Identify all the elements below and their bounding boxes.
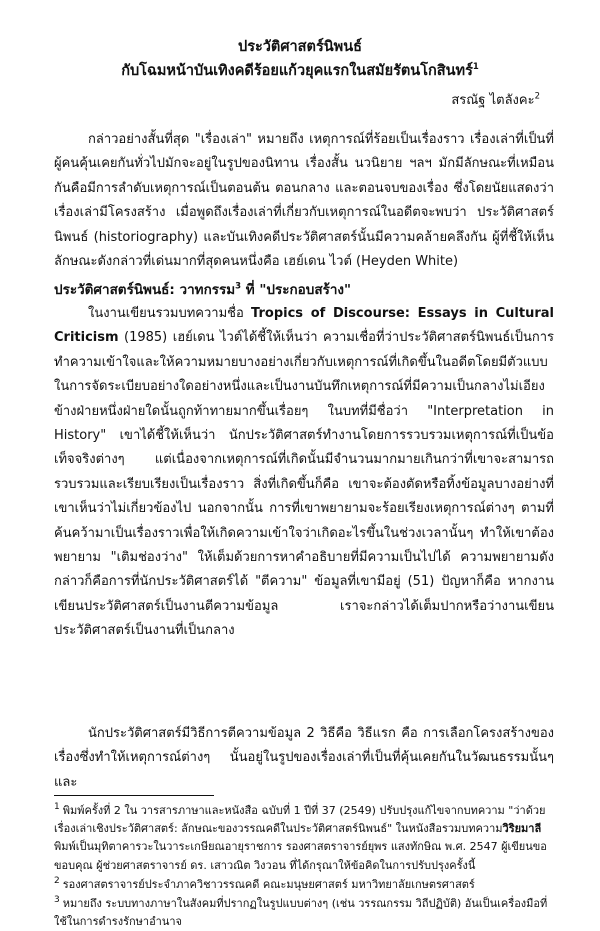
section-heading-part-2: ที่ "ประกอบสร้าง" — [241, 282, 352, 298]
author-name: สรณัฐ ไตลังคะ — [451, 93, 535, 108]
paragraph-1-text: กล่าวอย่างสั้นที่สุด "เรื่องเล่า" หมายถึง เหตุการณ์ที่ร้อยเป็นเรื่องราว เรื่องเล่าที่เป็นที่ผู้คนคุ้นเคยกันทั่วไปมักจะอยู่ในรูปของนิทาน เรื่องสั้น นวนิยาย ฯลฯ มักมีลักษณะที่เหมือนกันคือมีการลำดับเหตุการณ์เป็นตอนต้น ตอนกลาง และตอนจบของเรื่อง ซึ่งโดยนัยแสดงว่าเรื่องเล่ามีโครงสร้าง เมื่อพูดถึงเรื่องเล่าที่เกี่ยวกับเหตุการณ์ในอดีตจะพบว่า ประวัติศาสตร์นิพนธ์ (historiography) และบันเทิงคดีประวัติศาสตร์นั้นมีความคล้ายคลึงกัน ผู้ที่ชี้ให้เห็นลักษณะดังกล่าวที่เด่นมากที่สุดคนหนึ่งคือ เฮย์เดน ไวต์ (Heyden White) — [54, 132, 554, 270]
paragraph-1 — [54, 128, 554, 274]
footnote-1 — [54, 802, 554, 875]
footnote-1-after: พิมพ์เป็นมุทิตาคารวะในวาระเกษียณอายุราชการ รองศาสตราจารย์ยุพร แสงทักษิณ พ.ศ. 2547 ผู้เขียนขอขอบคุณ ผู้ช่วยศาสตราจารย์ ดร. เสาวณิต วิงวอน ที่ได้กรุณาให้ข้อคิดในการปรับปรุงครั้งนี้ — [54, 840, 547, 872]
paragraph-2-after: (1985) เฮย์เดน ไวต์ได้ชี้ให้เห็นว่า ความเชื่อที่ว่าประวัติศาสตร์นิพนธ์เป็นการทำความเข้าใจและให้ความหมายบางอย่างเกี่ยวกับเหตุการณ์ที่เกิดขึ้นในอดีตโดยมีตัวแบบในการจัดระเบียบอย่างใดอย่างหนึ่งและเป็นงานบันทึกเหตุการณ์ที่มีความเป็นกลางไม่เอียงข้างฝ่ายหนึ่งฝ่ายใดนั้นถูกท้าทายมากขึ้นเรื่อยๆ ในบทที่มีชื่อว่า "Interpretation in History" เขาได้ชี้ให้เห็นว่า นักประวัติศาสตร์ทำงานโดยการรวบรวมเหตุการณ์ที่เป็นข้อเท็จจริงต่างๆ แต่เนื่องจากเหตุการณ์ที่เกิดนั้นมีจำนวนมากมายเกินกว่าที่เขาจะสามารถรวบรวมและเรียบเรียงเป็นเรื่องราว สิ่งที่เกิดขึ้นก็คือ เขาจะต้องตัดหรือทิ้งข้อมูลบางอย่างที่เขาเห็นว่าไม่เกี่ยวข้องไป นอกจากนั้น การที่เขาพยายามจะร้อยเรียงเหตุการณ์ต่างๆ ตามที่ค้นคว้ามาเป็นเรื่องราวเพื่อให้เกิดความเข้าใจว่าเกิดอะไรขึ้นในช่วงเวลานั้นๆ ทำให้เขาต้องพยายาม "เติมช่องว่าง" ให้เต็มด้วยการหาคำอธิบายที่มีความเป็นไปได้ ความพยายามดังกล่าวก็คือการที่นักประวัติศาสตร์ได้ "ตีความ" ข้อมูลที่เขามีอยู่ (51) ปัญหาก็คือ หากงานเขียนประวัติศาสตร์เป็นงานตีความข้อมูล เราจะกล่าวได้เต็มปากหรือว่างานเขียนประวัติศาสตร์เป็นงานที่เป็นกลาง — [54, 330, 554, 639]
footnote-2 — [54, 876, 554, 894]
section-heading-part-1: ประวัติศาสตร์นิพนธ์: วาทกรรม — [54, 282, 236, 298]
footnote-2-number: 2 — [54, 876, 60, 887]
section-heading — [54, 280, 554, 300]
footnote-2-text: รองศาสตราจารย์ประจำภาควิชาวรรณคดี คณะมนุษยศาสตร์ มหาวิทยาลัยเกษตรศาสตร์ — [62, 878, 475, 891]
paragraph-3 — [54, 722, 554, 795]
page-title-line-2 — [0, 62, 600, 80]
book-title: Tropics of Discourse: Essays in Cultural Criticism — [54, 306, 554, 346]
footnote-3-text: หมายถึง ระบบทางภาษาในสังคมที่ปรากฏในรูปแบบต่างๆ (เช่น วรรณกรรม วิถีปฏิบัติ) อันเป็นเครื่องมือที่ใช้ในการดำรงรักษาอำนาจ — [54, 897, 548, 929]
paragraph-2-before: ในงานเขียนรวมบทความชื่อ — [88, 306, 252, 321]
heading-footnote-marker[interactable]: 3 — [235, 281, 242, 292]
footnote-1-book: วิริยมาลี — [502, 822, 542, 836]
title-footnote-marker[interactable]: 1 — [472, 62, 479, 73]
footnote-1-number: 1 — [54, 802, 60, 813]
footnote-3-number: 3 — [54, 895, 60, 906]
page-title-line-1 — [0, 38, 600, 56]
footnote-3 — [54, 895, 554, 931]
author-line — [451, 92, 540, 110]
paragraph-3-text: นักประวัติศาสตร์มีวิธีการตีความข้อมูล 2 วิธีคือ วิธีแรก คือ การเลือกโครงสร้างของเรื่องซึ่งทำให้เหตุการณ์ต่างๆ นั้นอยู่ในรูปของเรื่องเล่าที่เป็นที่คุ้นเคยกันในวัฒนธรรมนั้นๆ และ — [54, 726, 554, 790]
title-text-2: กับโฉมหน้าบันเทิงคดีร้อยแก้วยุคแรกในสมัยรัตนโกสินทร์ — [121, 63, 473, 79]
paragraph-2 — [54, 302, 554, 644]
author-footnote-marker[interactable]: 2 — [534, 91, 540, 102]
footnote-divider — [54, 795, 214, 796]
title-text-1: ประวัติศาสตร์นิพนธ์ — [238, 39, 362, 55]
footnote-1-before: พิมพ์ครั้งที่ 2 ใน วารสารภาษาและหนังสือ ฉบับที่ 1 ปีที่ 37 (2549) ปรับปรุงแก้ไขจากบทความ "ว่าด้วยเรื่องเล่าเชิงประวัติศาสตร์: ลักษณะของวรรณคดีในประวัติศาสตร์นิพนธ์" ในหนังสือรวมบทความ — [54, 804, 546, 836]
